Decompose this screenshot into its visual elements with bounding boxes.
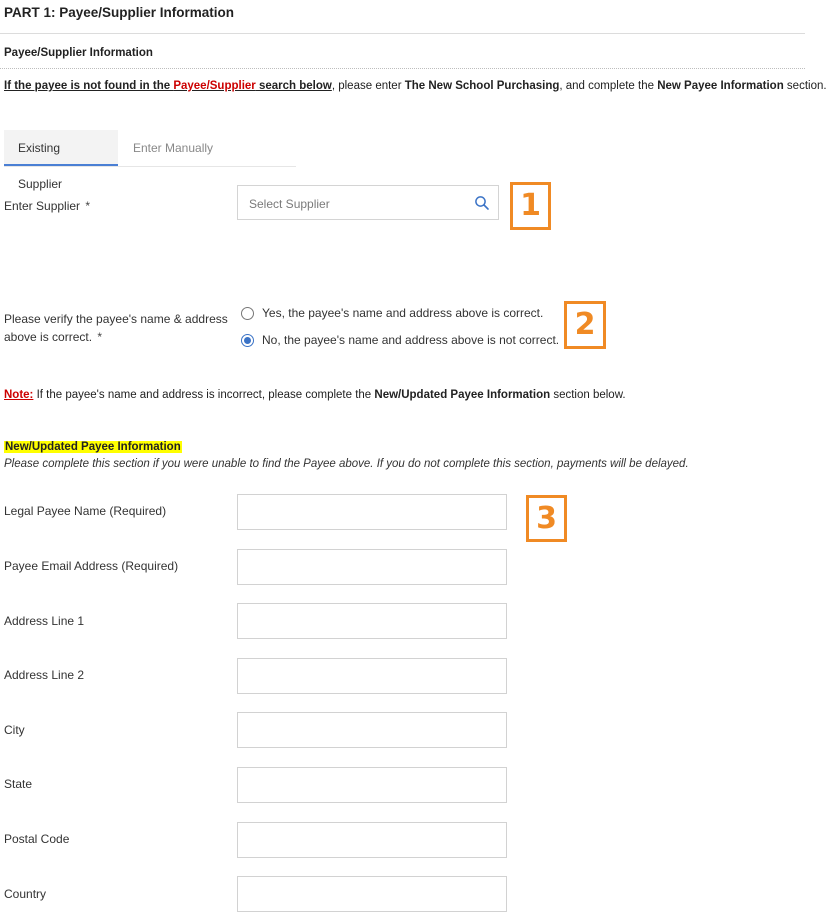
legal-payee-name-input[interactable] xyxy=(238,495,506,529)
callout-marker-1: 1 xyxy=(510,182,551,230)
payee-email-field xyxy=(237,549,507,585)
supplier-search-input[interactable] xyxy=(238,186,476,221)
verify-label: Please verify the payee's name & address above is correct. * xyxy=(4,312,228,344)
notice-underlined: If the payee is not found in the Payee/Supplier search below xyxy=(4,80,332,92)
instruction-notice: If the payee is not found in the Payee/Supplier search below, please enter The New School Purchasing, and complete the New Payee Information section. xyxy=(4,80,827,92)
tab-existing-supplier[interactable]: Existing Supplier xyxy=(4,130,118,166)
search-icon[interactable] xyxy=(474,195,490,211)
section-subtitle: Payee/Supplier Information xyxy=(4,47,153,59)
state-input[interactable] xyxy=(238,768,506,802)
required-asterisk: * xyxy=(85,199,91,213)
enter-supplier-label: Enter Supplier * xyxy=(4,199,91,213)
city-label: City xyxy=(4,723,25,737)
legal-payee-name-field xyxy=(237,494,507,530)
city-field xyxy=(237,712,507,748)
radio-label: No, the payee's name and address above is not correct. xyxy=(262,333,560,347)
supplier-tabs xyxy=(4,130,296,191)
postal-code-field xyxy=(237,822,507,858)
address-line-2-input[interactable] xyxy=(238,659,506,693)
new-payee-section-title: New/Updated Payee Information xyxy=(5,441,181,453)
legal-payee-name-label: Legal Payee Name (Required) xyxy=(4,504,167,518)
address-line-2-label: Address Line 2 xyxy=(4,668,85,682)
radio-option-no[interactable] xyxy=(241,331,559,349)
new-payee-description: Please complete this section if you were unable to find the Payee above. If you do not complete this section, payments will be delayed. xyxy=(4,458,689,470)
required-asterisk: * xyxy=(97,330,103,344)
country-label: Country xyxy=(4,887,47,901)
postal-code-input[interactable] xyxy=(238,823,506,857)
dotted-divider xyxy=(0,68,805,69)
postal-code-label: Postal Code xyxy=(4,832,70,846)
city-input[interactable] xyxy=(238,713,506,747)
radio-button-checked[interactable] xyxy=(241,334,254,347)
payee-supplier-link[interactable]: Payee/Supplier xyxy=(173,80,256,92)
radio-button[interactable] xyxy=(241,307,254,320)
address-line-1-input[interactable] xyxy=(238,604,506,638)
callout-marker-3: 3 xyxy=(526,495,567,542)
state-label: State xyxy=(4,777,33,791)
payee-email-label: Payee Email Address (Required) xyxy=(4,559,179,573)
note-label: Note: xyxy=(4,389,34,401)
address-line-2-field xyxy=(237,658,507,694)
part-title: PART 1: Payee/Supplier Information xyxy=(4,5,235,20)
divider xyxy=(0,33,805,34)
address-line-1-label: Address Line 1 xyxy=(4,614,85,628)
state-field xyxy=(237,767,507,803)
note-text: Note: If the payee's name and address is incorrect, please complete the New/Updated Payee Information section below. xyxy=(4,389,626,401)
country-field xyxy=(237,876,507,912)
radio-option-yes[interactable] xyxy=(241,304,543,322)
radio-label: Yes, the payee's name and address above is correct. xyxy=(262,306,544,320)
country-input[interactable] xyxy=(238,877,506,911)
payee-email-input[interactable] xyxy=(238,550,506,584)
tab-enter-manually[interactable]: Enter Manually xyxy=(133,141,214,155)
supplier-search-box xyxy=(237,185,499,220)
address-line-1-field xyxy=(237,603,507,639)
callout-marker-2: 2 xyxy=(564,301,606,349)
